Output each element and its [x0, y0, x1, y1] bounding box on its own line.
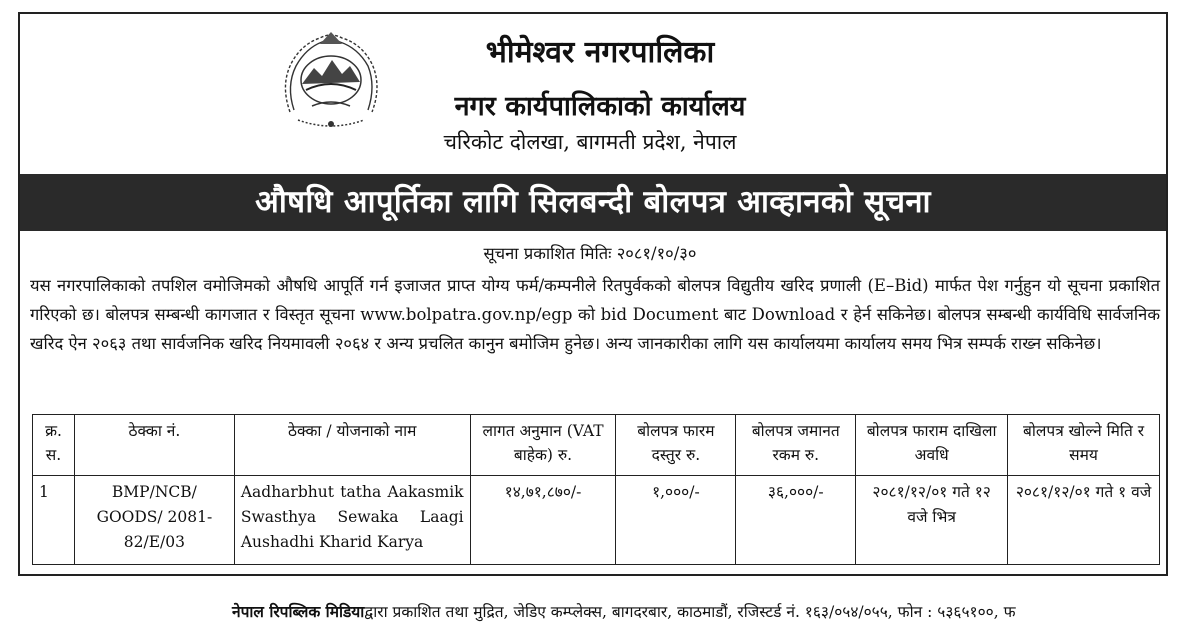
header-form-fee: बोलपत्र फारम दस्तुर रु. [616, 415, 736, 476]
header-name: ठेक्का / योजनाको नाम [234, 415, 470, 476]
tender-table [32, 414, 1160, 565]
office-name: नगर कार्यपालिकाको कार्यालय [454, 91, 746, 122]
municipality-name: भीमेश्वर नगरपालिका [485, 35, 715, 70]
publisher-name: नेपाल रिपब्लिक मिडिया [232, 602, 365, 621]
publisher-details: द्वारा प्रकाशित तथा मुद्रित, जेडिए कम्प्लेक्स, बागदरबार, काठमाडौं, रजिस्टर्ड नं. १६३/०५४/०५५, फोन : ५३६५१००, फ [364, 603, 1016, 621]
cell-opening: २०८१/१२/०१ गते १ वजे [1008, 476, 1160, 565]
cell-sn: 1 [33, 476, 75, 565]
cell-contract-no: BMP/NCB/ GOODS/ 2081-82/E/03 [74, 476, 234, 565]
office-address: चरिकोट दोलखा, बागमती प्रदेश, नेपाल [443, 130, 737, 154]
table-row [33, 476, 1160, 565]
notice-body: यस नगरपालिकाको तपशिल वमोजिमको औषधि आपूर्ति गर्न इजाजत प्राप्त योग्य फर्म/कम्पनीले रितपुर्वकको बोलपत्र विद्युतीय खरिद प्रणाली (E–Bid) मार्फत पेश गर्नुहुन यो सूचना प्रकाशित गरिएको छ। बोलपत्र सम्बन्धी कागजात र विस्तृत सूचना www.bolpatra.gov.np/egp को bid Document बाट Download र हेर्न सकिनेछ। बोलपत्र सम्बन्धी कार्यविधि सार्वजनिक खरिद ऐन २०६३ तथा सार्वजनिक खरिद नियमावली २०६४ र अन्य प्रचलित कानुन बमोजिम हुनेछ। अन्य जानकारीका लागि यस कार्यालयमा कार्यालय समय भित्र सम्पर्क राख्न सकिनेछ। [30, 276, 1160, 353]
publisher-footer [0, 600, 1180, 622]
header-submission: बोलपत्र फाराम दाखिला अवधि [856, 415, 1008, 476]
published-date: सूचना प्रकाशित मितिः २०८१/१०/३० [483, 244, 697, 263]
notice-title-banner: औषधि आपूर्तिका लागि सिलबन्दी बोलपत्र आव्हानको सूचना [20, 174, 1166, 231]
cell-form-fee: १,०००/- [616, 476, 736, 565]
cell-estimate: १४,७१,८७०/- [470, 476, 616, 565]
cell-submission: २०८१/१२/०१ गते १२ वजे भित्र [856, 476, 1008, 565]
header-sn: क्र. स. [33, 415, 75, 476]
table-header-row [33, 415, 1160, 476]
header-bid-security: बोलपत्र जमानत रकम रु. [736, 415, 856, 476]
cell-bid-security: ३६,०००/- [736, 476, 856, 565]
header-estimate: लागत अनुमान (VAT बाहेक) रु. [470, 415, 616, 476]
cell-name: Aadharbhut tatha Aakasmik Swasthya Sewaka Laagi Aushadhi Kharid Karya [234, 476, 470, 565]
header-opening: बोलपत्र खोल्ने मिति र समय [1008, 415, 1160, 476]
header-contract-no: ठेक्का नं. [74, 415, 234, 476]
